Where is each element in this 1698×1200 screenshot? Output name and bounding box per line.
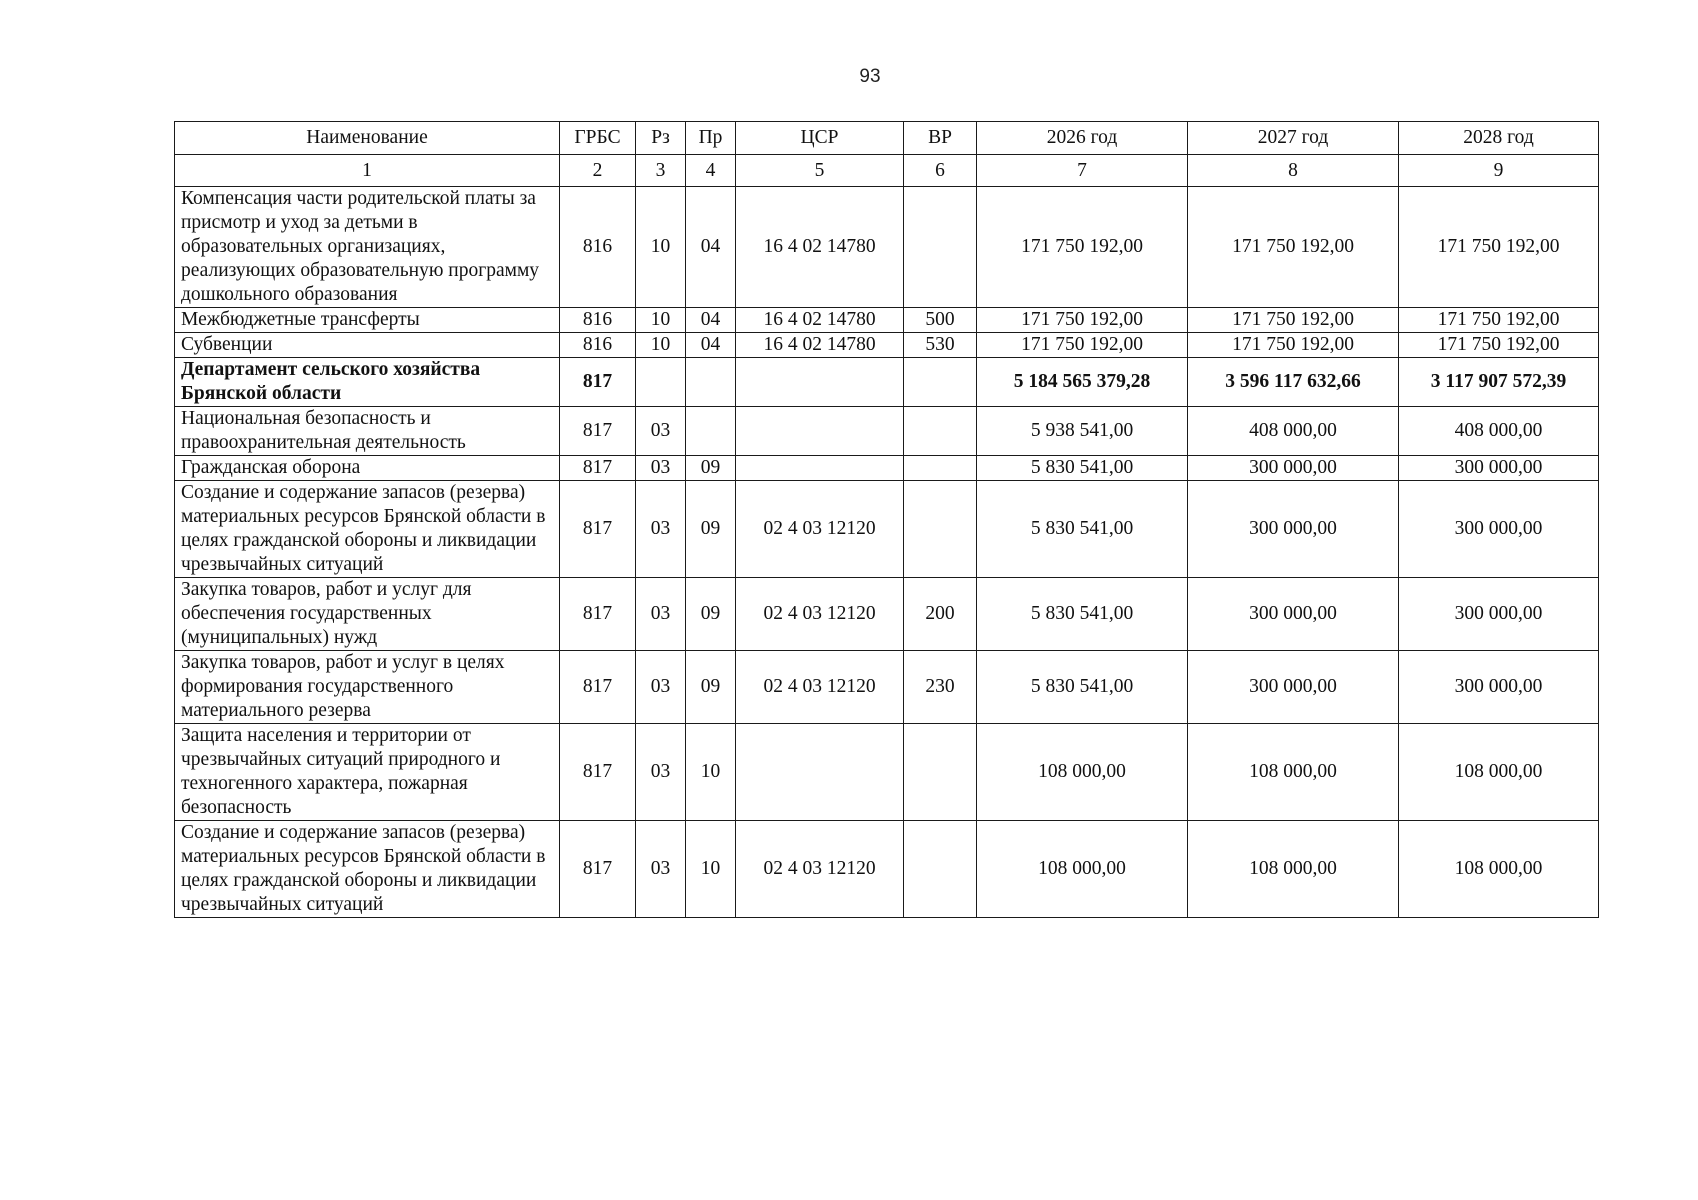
row-rz-cell: 10: [636, 333, 686, 358]
row-csr-cell: 16 4 02 14780: [736, 308, 904, 333]
row-vr-cell: 200: [904, 578, 977, 651]
row-vr-cell: [904, 187, 977, 308]
row-2028-cell: 171 750 192,00: [1399, 308, 1599, 333]
row-grbs-cell: 817: [560, 821, 636, 918]
table-row: [175, 333, 1599, 358]
row-2027-cell: 108 000,00: [1188, 821, 1399, 918]
header-pr: Пр: [686, 122, 736, 155]
header-2027: 2027 год: [1188, 122, 1399, 155]
row-vr-cell: [904, 724, 977, 821]
row-2028-cell: 408 000,00: [1399, 407, 1599, 456]
header-2028: 2028 год: [1399, 122, 1599, 155]
row-csr-cell: [736, 407, 904, 456]
row-name-cell: Компенсация части родительской платы за присмотр и уход за детьми в образовательных организациях, реализующих образовательную программу дошкольного образования: [175, 187, 560, 308]
row-2026-cell: 5 830 541,00: [977, 578, 1188, 651]
row-2026-cell: 171 750 192,00: [977, 187, 1188, 308]
row-2026-cell: 5 938 541,00: [977, 407, 1188, 456]
row-grbs-cell: 817: [560, 481, 636, 578]
column-number: 4: [686, 155, 736, 187]
row-rz-cell: 10: [636, 308, 686, 333]
row-name-cell: Закупка товаров, работ и услуг для обеспечения государственных (муниципальных) нужд: [175, 578, 560, 651]
row-grbs-cell: 817: [560, 358, 636, 407]
row-rz-cell: 03: [636, 651, 686, 724]
row-grbs-cell: 817: [560, 724, 636, 821]
row-rz-cell: 03: [636, 407, 686, 456]
row-rz-cell: 03: [636, 481, 686, 578]
row-pr-cell: 04: [686, 333, 736, 358]
table-row: [175, 578, 1599, 651]
column-number: 9: [1399, 155, 1599, 187]
header-vr: ВР: [904, 122, 977, 155]
row-2027-cell: 300 000,00: [1188, 578, 1399, 651]
column-number: 5: [736, 155, 904, 187]
row-pr-cell: 04: [686, 308, 736, 333]
table-row: [175, 821, 1599, 918]
row-2027-cell: 171 750 192,00: [1188, 308, 1399, 333]
row-2028-cell: 300 000,00: [1399, 578, 1599, 651]
row-2026-cell: 5 830 541,00: [977, 456, 1188, 481]
row-pr-cell: 04: [686, 187, 736, 308]
row-vr-cell: [904, 456, 977, 481]
row-pr-cell: 10: [686, 724, 736, 821]
row-csr-cell: 02 4 03 12120: [736, 578, 904, 651]
row-grbs-cell: 816: [560, 333, 636, 358]
row-2026-cell: 5 830 541,00: [977, 651, 1188, 724]
page-number: 93: [859, 66, 881, 87]
row-grbs-cell: 817: [560, 651, 636, 724]
row-2028-cell: 171 750 192,00: [1399, 333, 1599, 358]
row-vr-cell: 530: [904, 333, 977, 358]
table-row: [175, 456, 1599, 481]
table-row: [175, 187, 1599, 308]
row-2028-cell: 300 000,00: [1399, 651, 1599, 724]
row-grbs-cell: 816: [560, 187, 636, 308]
row-2028-cell: 300 000,00: [1399, 481, 1599, 578]
column-number-row: [175, 155, 1599, 187]
row-name-cell: Создание и содержание запасов (резерва) материальных ресурсов Брянской области в целях гражданской обороны и ликвидации чрезвычайных ситуаций: [175, 481, 560, 578]
row-csr-cell: [736, 358, 904, 407]
table-row: [175, 358, 1599, 407]
row-name-cell: Национальная безопасность и правоохранительная деятельность: [175, 407, 560, 456]
row-2027-cell: 108 000,00: [1188, 724, 1399, 821]
column-number: 6: [904, 155, 977, 187]
table-row: [175, 724, 1599, 821]
budget-table: [174, 121, 1599, 918]
row-grbs-cell: 817: [560, 578, 636, 651]
row-rz-cell: 03: [636, 456, 686, 481]
row-2028-cell: 108 000,00: [1399, 821, 1599, 918]
header-2026: 2026 год: [977, 122, 1188, 155]
row-pr-cell: [686, 358, 736, 407]
row-name-cell: Гражданская оборона: [175, 456, 560, 481]
row-2027-cell: 300 000,00: [1188, 481, 1399, 578]
row-rz-cell: [636, 358, 686, 407]
row-2028-cell: 3 117 907 572,39: [1399, 358, 1599, 407]
row-grbs-cell: 816: [560, 308, 636, 333]
row-name-cell: Межбюджетные трансферты: [175, 308, 560, 333]
row-2027-cell: 408 000,00: [1188, 407, 1399, 456]
header-row: [175, 122, 1599, 155]
row-rz-cell: 03: [636, 724, 686, 821]
row-2026-cell: 5 830 541,00: [977, 481, 1188, 578]
row-2027-cell: 300 000,00: [1188, 456, 1399, 481]
row-name-cell: Субвенции: [175, 333, 560, 358]
row-vr-cell: [904, 481, 977, 578]
row-csr-cell: [736, 724, 904, 821]
row-grbs-cell: 817: [560, 407, 636, 456]
row-csr-cell: 02 4 03 12120: [736, 821, 904, 918]
row-pr-cell: 09: [686, 456, 736, 481]
row-vr-cell: 230: [904, 651, 977, 724]
row-vr-cell: [904, 407, 977, 456]
row-pr-cell: 09: [686, 651, 736, 724]
row-name-cell: Создание и содержание запасов (резерва) материальных ресурсов Брянской области в целях гражданской обороны и ликвидации чрезвычайных ситуаций: [175, 821, 560, 918]
row-2028-cell: 300 000,00: [1399, 456, 1599, 481]
row-2026-cell: 5 184 565 379,28: [977, 358, 1188, 407]
header-name: Наименование: [175, 122, 560, 155]
table-row: [175, 481, 1599, 578]
row-rz-cell: 03: [636, 578, 686, 651]
row-pr-cell: 10: [686, 821, 736, 918]
row-pr-cell: [686, 407, 736, 456]
row-2027-cell: 300 000,00: [1188, 651, 1399, 724]
table-row: [175, 651, 1599, 724]
row-name-cell: Защита населения и территории от чрезвычайных ситуаций природного и техногенного характера, пожарная безопасность: [175, 724, 560, 821]
row-name-cell: Закупка товаров, работ и услуг в целях формирования государственного материального резерва: [175, 651, 560, 724]
row-pr-cell: 09: [686, 578, 736, 651]
row-2026-cell: 171 750 192,00: [977, 308, 1188, 333]
header-rz: Рз: [636, 122, 686, 155]
row-rz-cell: 10: [636, 187, 686, 308]
header-csr: ЦСР: [736, 122, 904, 155]
row-csr-cell: 02 4 03 12120: [736, 651, 904, 724]
row-2028-cell: 171 750 192,00: [1399, 187, 1599, 308]
row-vr-cell: [904, 358, 977, 407]
row-2027-cell: 171 750 192,00: [1188, 187, 1399, 308]
header-grbs: ГРБС: [560, 122, 636, 155]
row-name-cell: Департамент сельского хозяйства Брянской области: [175, 358, 560, 407]
column-number: 3: [636, 155, 686, 187]
row-csr-cell: 16 4 02 14780: [736, 333, 904, 358]
row-2027-cell: 171 750 192,00: [1188, 333, 1399, 358]
column-number: 2: [560, 155, 636, 187]
row-csr-cell: [736, 456, 904, 481]
table-row: [175, 407, 1599, 456]
row-2027-cell: 3 596 117 632,66: [1188, 358, 1399, 407]
row-2028-cell: 108 000,00: [1399, 724, 1599, 821]
row-vr-cell: 500: [904, 308, 977, 333]
table-body: [175, 187, 1599, 918]
column-number: 7: [977, 155, 1188, 187]
column-number: 8: [1188, 155, 1399, 187]
row-2026-cell: 171 750 192,00: [977, 333, 1188, 358]
table-row: [175, 308, 1599, 333]
row-csr-cell: 02 4 03 12120: [736, 481, 904, 578]
row-vr-cell: [904, 821, 977, 918]
row-2026-cell: 108 000,00: [977, 821, 1188, 918]
row-2026-cell: 108 000,00: [977, 724, 1188, 821]
row-pr-cell: 09: [686, 481, 736, 578]
row-grbs-cell: 817: [560, 456, 636, 481]
row-csr-cell: 16 4 02 14780: [736, 187, 904, 308]
row-rz-cell: 03: [636, 821, 686, 918]
column-number: 1: [175, 155, 560, 187]
